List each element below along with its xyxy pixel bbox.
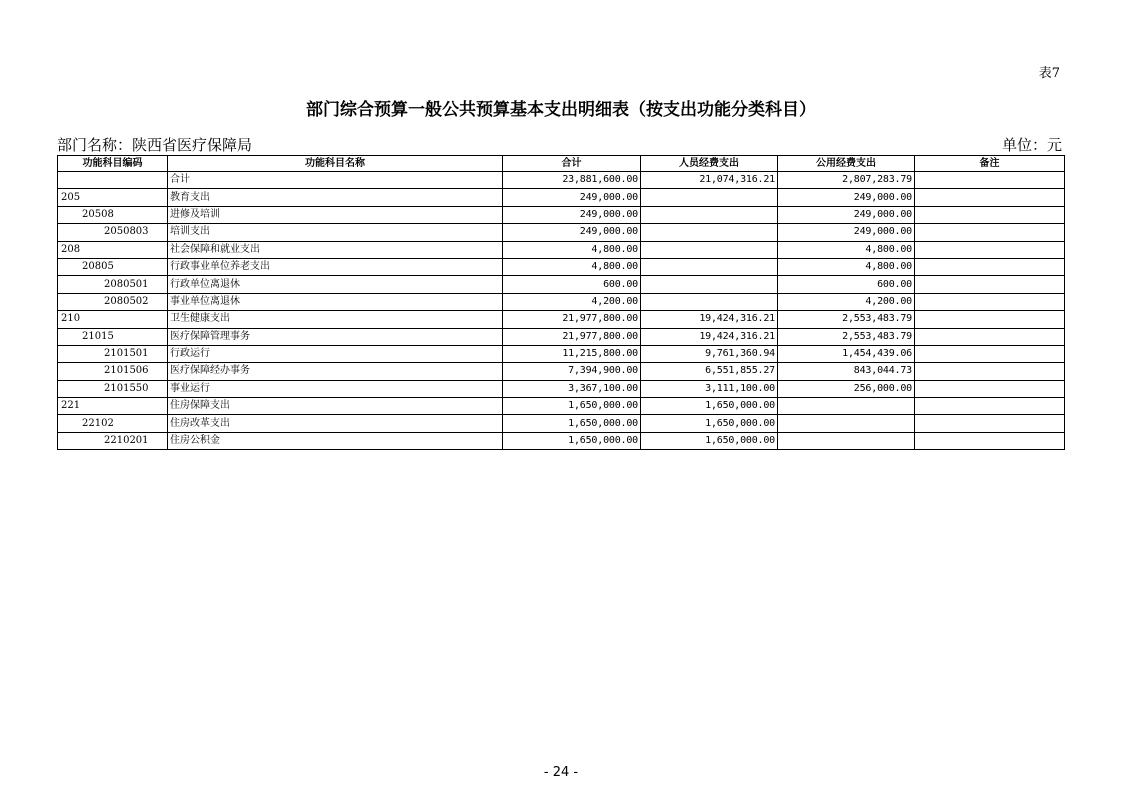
cell-note [915, 189, 1065, 206]
cell-personnel: 9,761,360.94 [641, 345, 778, 362]
table-row [58, 345, 1065, 362]
cell-personnel: 19,424,316.21 [641, 311, 778, 328]
department-label: 部门名称：陕西省医疗保障局 [57, 136, 253, 154]
cell-note [915, 415, 1065, 432]
cell-note [915, 398, 1065, 415]
cell-total: 1,650,000.00 [503, 432, 641, 449]
column-header-public: 公用经费支出 [778, 156, 915, 172]
cell-code: 210 [58, 311, 168, 328]
cell-name: 行政事业单位养老支出 [168, 258, 503, 275]
cell-note [915, 258, 1065, 275]
cell-personnel [641, 224, 778, 241]
cell-name: 培训支出 [168, 224, 503, 241]
column-header-name: 功能科目名称 [168, 156, 503, 172]
cell-total: 3,367,100.00 [503, 380, 641, 397]
cell-note [915, 345, 1065, 362]
table-row [58, 363, 1065, 380]
cell-public [778, 432, 915, 449]
table-number: 表7 [1038, 66, 1060, 81]
cell-code: 22102 [58, 415, 168, 432]
cell-total: 21,977,800.00 [503, 311, 641, 328]
cell-name: 医疗保障管理事务 [168, 328, 503, 345]
cell-note [915, 380, 1065, 397]
cell-personnel [641, 189, 778, 206]
cell-name: 行政单位离退休 [168, 276, 503, 293]
cell-public: 1,454,439.06 [778, 345, 915, 362]
table-row [58, 311, 1065, 328]
cell-personnel: 1,650,000.00 [641, 415, 778, 432]
cell-code: 205 [58, 189, 168, 206]
cell-total: 600.00 [503, 276, 641, 293]
cell-personnel: 21,074,316.21 [641, 172, 778, 189]
cell-name: 合计 [168, 172, 503, 189]
cell-code: 21015 [58, 328, 168, 345]
cell-code: 221 [58, 398, 168, 415]
cell-public: 4,800.00 [778, 241, 915, 258]
table-row [58, 293, 1065, 310]
cell-code: 2080501 [58, 276, 168, 293]
cell-total: 249,000.00 [503, 206, 641, 223]
cell-public: 2,807,283.79 [778, 172, 915, 189]
cell-name: 医疗保障经办事务 [168, 363, 503, 380]
cell-code: 2210201 [58, 432, 168, 449]
cell-total: 23,881,600.00 [503, 172, 641, 189]
cell-note [915, 224, 1065, 241]
unit-label: 单位：元 [1001, 136, 1062, 154]
cell-name: 住房保障支出 [168, 398, 503, 415]
table-row [58, 328, 1065, 345]
cell-code: 2101506 [58, 363, 168, 380]
cell-total: 249,000.00 [503, 224, 641, 241]
table-row [58, 258, 1065, 275]
page-number: - 24 - [543, 765, 579, 780]
cell-code: 2101501 [58, 345, 168, 362]
cell-note [915, 311, 1065, 328]
cell-name: 住房公积金 [168, 432, 503, 449]
cell-code: 20508 [58, 206, 168, 223]
cell-name: 教育支出 [168, 189, 503, 206]
cell-total: 1,650,000.00 [503, 415, 641, 432]
cell-public: 2,553,483.79 [778, 311, 915, 328]
table-row [58, 189, 1065, 206]
cell-personnel: 6,551,855.27 [641, 363, 778, 380]
cell-code: 20805 [58, 258, 168, 275]
table-row [58, 380, 1065, 397]
cell-total: 4,200.00 [503, 293, 641, 310]
cell-code: 2050803 [58, 224, 168, 241]
column-header-total: 合计 [503, 156, 641, 172]
cell-public: 256,000.00 [778, 380, 915, 397]
cell-public: 4,800.00 [778, 258, 915, 275]
cell-note [915, 293, 1065, 310]
table-row [58, 224, 1065, 241]
cell-name: 卫生健康支出 [168, 311, 503, 328]
cell-code [58, 172, 168, 189]
cell-name: 事业运行 [168, 380, 503, 397]
cell-public: 249,000.00 [778, 206, 915, 223]
cell-note [915, 241, 1065, 258]
cell-note [915, 172, 1065, 189]
table-row [58, 241, 1065, 258]
table-row [58, 206, 1065, 223]
cell-personnel: 3,111,100.00 [641, 380, 778, 397]
cell-public: 249,000.00 [778, 189, 915, 206]
cell-total: 4,800.00 [503, 258, 641, 275]
table-row [58, 398, 1065, 415]
cell-note [915, 328, 1065, 345]
cell-personnel [641, 206, 778, 223]
cell-name: 住房改革支出 [168, 415, 503, 432]
table-header [58, 156, 1065, 172]
cell-public: 4,200.00 [778, 293, 915, 310]
cell-personnel [641, 241, 778, 258]
cell-total: 249,000.00 [503, 189, 641, 206]
table-row [58, 432, 1065, 449]
cell-note [915, 432, 1065, 449]
cell-personnel [641, 276, 778, 293]
cell-public: 249,000.00 [778, 224, 915, 241]
cell-total: 11,215,800.00 [503, 345, 641, 362]
column-header-personnel: 人员经费支出 [641, 156, 778, 172]
cell-name: 事业单位离退休 [168, 293, 503, 310]
cell-name: 社会保障和就业支出 [168, 241, 503, 258]
table-row [58, 276, 1065, 293]
column-header-note: 备注 [915, 156, 1065, 172]
table-row [58, 172, 1065, 189]
cell-personnel: 19,424,316.21 [641, 328, 778, 345]
cell-note [915, 276, 1065, 293]
cell-note [915, 363, 1065, 380]
cell-public: 2,553,483.79 [778, 328, 915, 345]
cell-code: 2101550 [58, 380, 168, 397]
cell-total: 4,800.00 [503, 241, 641, 258]
table-body [58, 172, 1065, 450]
cell-name: 行政运行 [168, 345, 503, 362]
cell-public [778, 398, 915, 415]
cell-code: 2080502 [58, 293, 168, 310]
cell-personnel: 1,650,000.00 [641, 398, 778, 415]
cell-code: 208 [58, 241, 168, 258]
cell-public: 600.00 [778, 276, 915, 293]
cell-public: 843,044.73 [778, 363, 915, 380]
cell-total: 1,650,000.00 [503, 398, 641, 415]
budget-table [57, 155, 1065, 450]
cell-total: 7,394,900.00 [503, 363, 641, 380]
cell-personnel [641, 293, 778, 310]
cell-note [915, 206, 1065, 223]
cell-personnel [641, 258, 778, 275]
cell-name: 进修及培训 [168, 206, 503, 223]
column-header-code: 功能科目编码 [58, 156, 168, 172]
cell-public [778, 415, 915, 432]
cell-personnel: 1,650,000.00 [641, 432, 778, 449]
cell-total: 21,977,800.00 [503, 328, 641, 345]
page-title: 部门综合预算一般公共预算基本支出明细表（按支出功能分类科目） [306, 100, 816, 120]
table-row [58, 415, 1065, 432]
